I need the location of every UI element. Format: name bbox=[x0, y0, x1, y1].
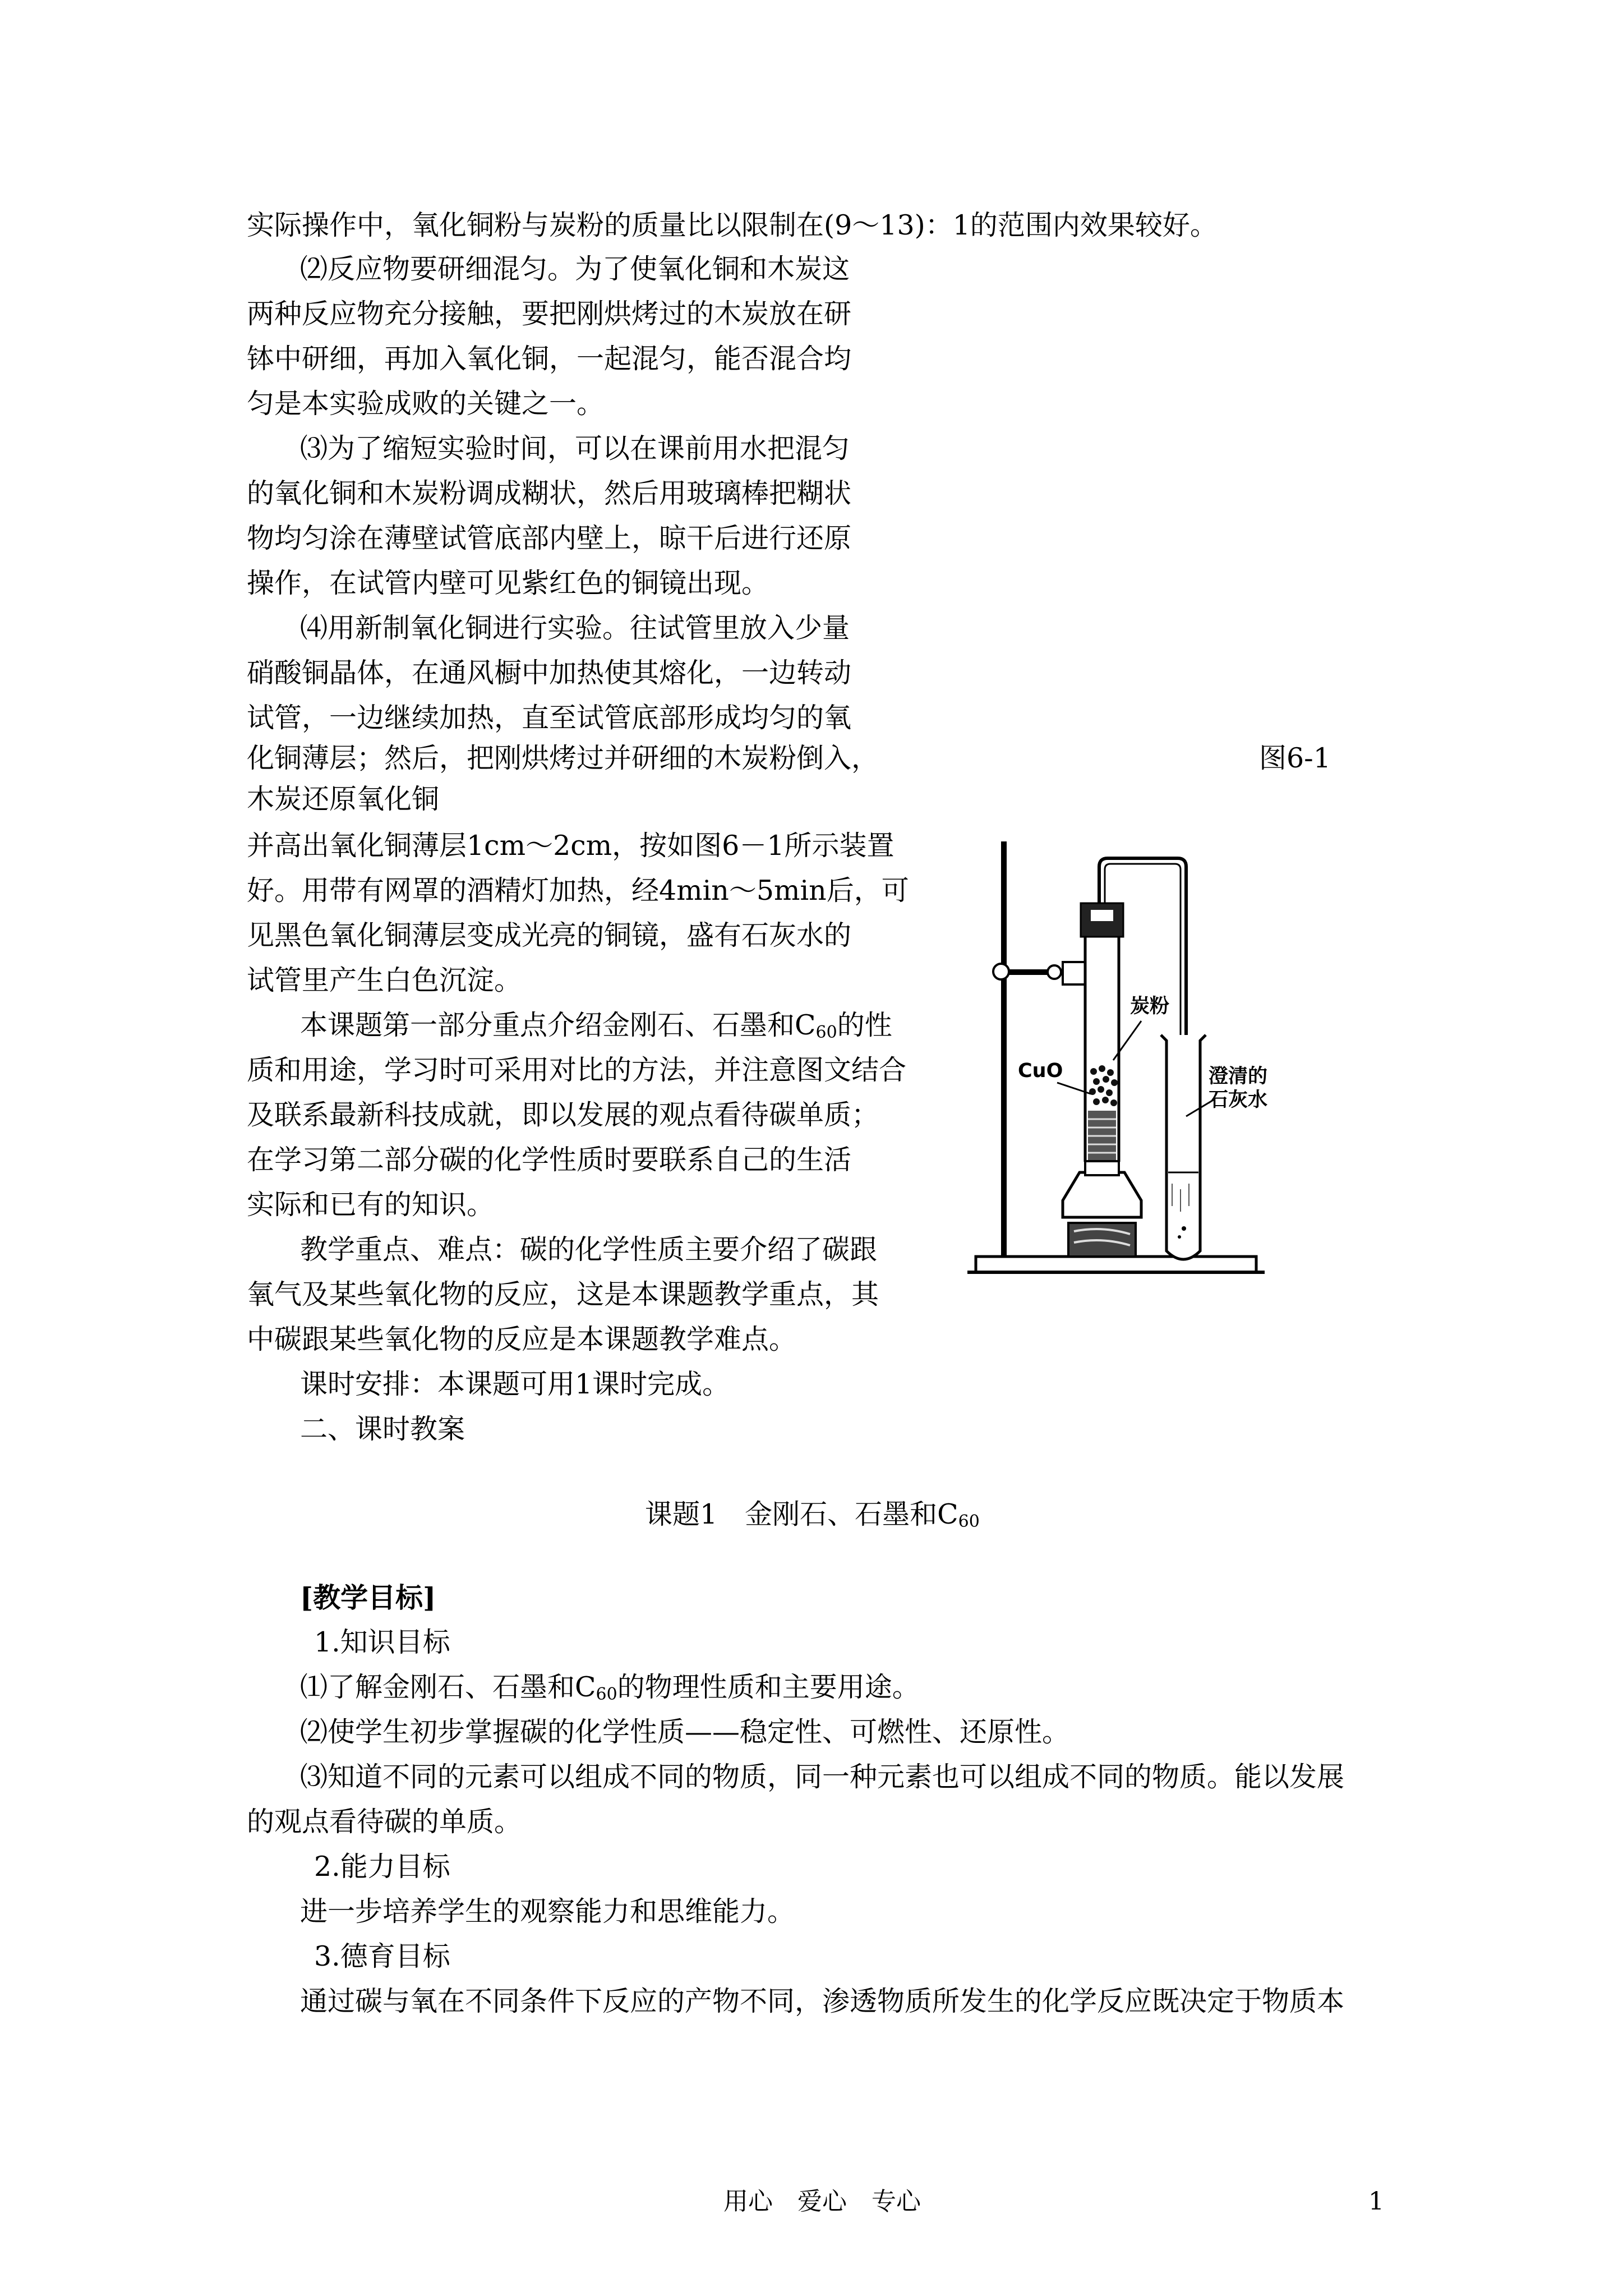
apparatus-figure bbox=[934, 813, 1301, 1282]
apparatus-drawing bbox=[934, 813, 1301, 1282]
text-line: 木炭还原氧化铜 bbox=[247, 783, 440, 815]
stand-rod bbox=[1001, 841, 1007, 1258]
text-line: ⑶为了缩短实验时间，可以在课前用水把混匀 bbox=[300, 432, 850, 464]
clamp-knob bbox=[993, 964, 1009, 979]
goal-item: ⑶知道不同的元素可以组成不同的物质，同一种元素也可以组成不同的物质。能以发展 bbox=[300, 1761, 1345, 1793]
goal-item: 通过碳与氧在不同条件下反应的产物不同，渗透物质所发生的化学反应既决定于物质本 bbox=[300, 1985, 1345, 2017]
text-line: 及联系最新科技成就，即以发展的观点看待碳单质； bbox=[247, 1099, 879, 1131]
label-tanfen: 炭粉 bbox=[1130, 995, 1170, 1018]
figure-caption: 图6-1 bbox=[1259, 742, 1331, 774]
text-line: 化铜薄层；然后，把刚烘烤过并研细的木炭粉倒入， bbox=[247, 742, 879, 774]
text-line: 中碳跟某些氧化物的反应是本课题教学难点。 bbox=[247, 1323, 797, 1355]
text-line: 课时安排：本课题可用1课时完成。 bbox=[300, 1368, 730, 1400]
text-line: 见黑色氧化铜薄层变成光亮的铜镜，盛有石灰水的 bbox=[247, 919, 852, 951]
text-line: 好。用带有网罩的酒精灯加热，经4min～5min后，可 bbox=[247, 875, 909, 907]
text-line: 物均匀涂在薄壁试管底部内壁上，晾干后进行还原 bbox=[247, 522, 852, 554]
text-line: 在学习第二部分碳的化学性质时要联系自己的生活 bbox=[247, 1144, 852, 1176]
goals-heading: [教学目标] bbox=[300, 1581, 436, 1614]
page-number: 1 bbox=[1368, 2187, 1384, 2216]
text-line: 实际和已有的知识。 bbox=[247, 1189, 495, 1221]
goal-item: 的观点看待碳的单质。 bbox=[247, 1806, 522, 1838]
section-title: 课题1 金刚石、石墨和$C_{60}$ bbox=[645, 1498, 980, 1531]
text-line: 实际操作中，氧化铜粉与炭粉的质量比以限制在(9～13)：1的范围内效果较好。 bbox=[247, 209, 1218, 241]
goal-item: ⑴了解金刚石、石墨和$C_{60}$的物理性质和主要用途。 bbox=[300, 1671, 920, 1704]
text-line: 本课题第一部分重点介绍金刚石、石墨和$C_{60}$的性 bbox=[300, 1009, 892, 1042]
text-line: 二、课时教案 bbox=[300, 1413, 465, 1445]
text-line: 操作，在试管内壁可见紫红色的铜镜出现。 bbox=[247, 567, 769, 599]
label-limewater-2: 石灰水 bbox=[1209, 1089, 1268, 1111]
subscript-60: 60 bbox=[815, 1023, 837, 1042]
goal-item: ⑵使学生初步掌握碳的化学性质——稳定性、可燃性、还原性。 bbox=[300, 1716, 1070, 1748]
text-line: 硝酸铜晶体，在通风橱中加热使其熔化，一边转动 bbox=[247, 657, 852, 689]
text-line: 试管，一边继续加热，直至试管底部形成均匀的氧 bbox=[247, 702, 852, 734]
subscript-60: 60 bbox=[958, 1512, 980, 1531]
alcohol-lamp bbox=[1063, 1172, 1141, 1217]
goal-heading: 2.能力目标 bbox=[314, 1851, 450, 1883]
text-line: 匀是本实验成败的关键之一。 bbox=[247, 388, 605, 420]
text-line: ⑵反应物要研细混匀。为了使氧化铜和木炭这 bbox=[300, 253, 850, 285]
label-cuo: CuO bbox=[1018, 1060, 1063, 1082]
text-line: 试管里产生白色沉淀。 bbox=[247, 964, 522, 996]
text-line: 氧气及某些氧化物的反应，这是本课题教学重点，其 bbox=[247, 1278, 879, 1310]
goal-heading: 3.德育目标 bbox=[314, 1940, 450, 1972]
text-line: 两种反应物充分接触，要把刚烘烤过的木炭放在研 bbox=[247, 298, 852, 330]
limewater-tube bbox=[1161, 1035, 1206, 1259]
goal-heading: 1.知识目标 bbox=[314, 1626, 450, 1658]
footer-motto: 用心 爱心 专心 bbox=[723, 2187, 921, 2216]
text-line: ⑷用新制氧化铜进行实验。往试管里放入少量 bbox=[300, 612, 850, 644]
text-line: 质和用途，学习时可采用对比的方法，并注意图文结合 bbox=[247, 1054, 907, 1086]
subscript-60: 60 bbox=[596, 1685, 617, 1704]
goal-item: 进一步培养学生的观察能力和思维能力。 bbox=[300, 1895, 795, 1927]
label-limewater-1: 澄清的 bbox=[1209, 1065, 1268, 1088]
text-line: 并高出氧化铜薄层1cm～2cm，按如图6－1所示装置 bbox=[247, 830, 895, 862]
text-line: 的氧化铜和木炭粉调成糊状，然后用玻璃棒把糊状 bbox=[247, 477, 852, 509]
text-line: 钵中研细，再加入氧化铜，一起混匀，能否混合均 bbox=[247, 343, 852, 375]
text-line: 教学重点、难点：碳的化学性质主要介绍了碳跟 bbox=[300, 1234, 878, 1266]
stand-base bbox=[976, 1257, 1256, 1272]
